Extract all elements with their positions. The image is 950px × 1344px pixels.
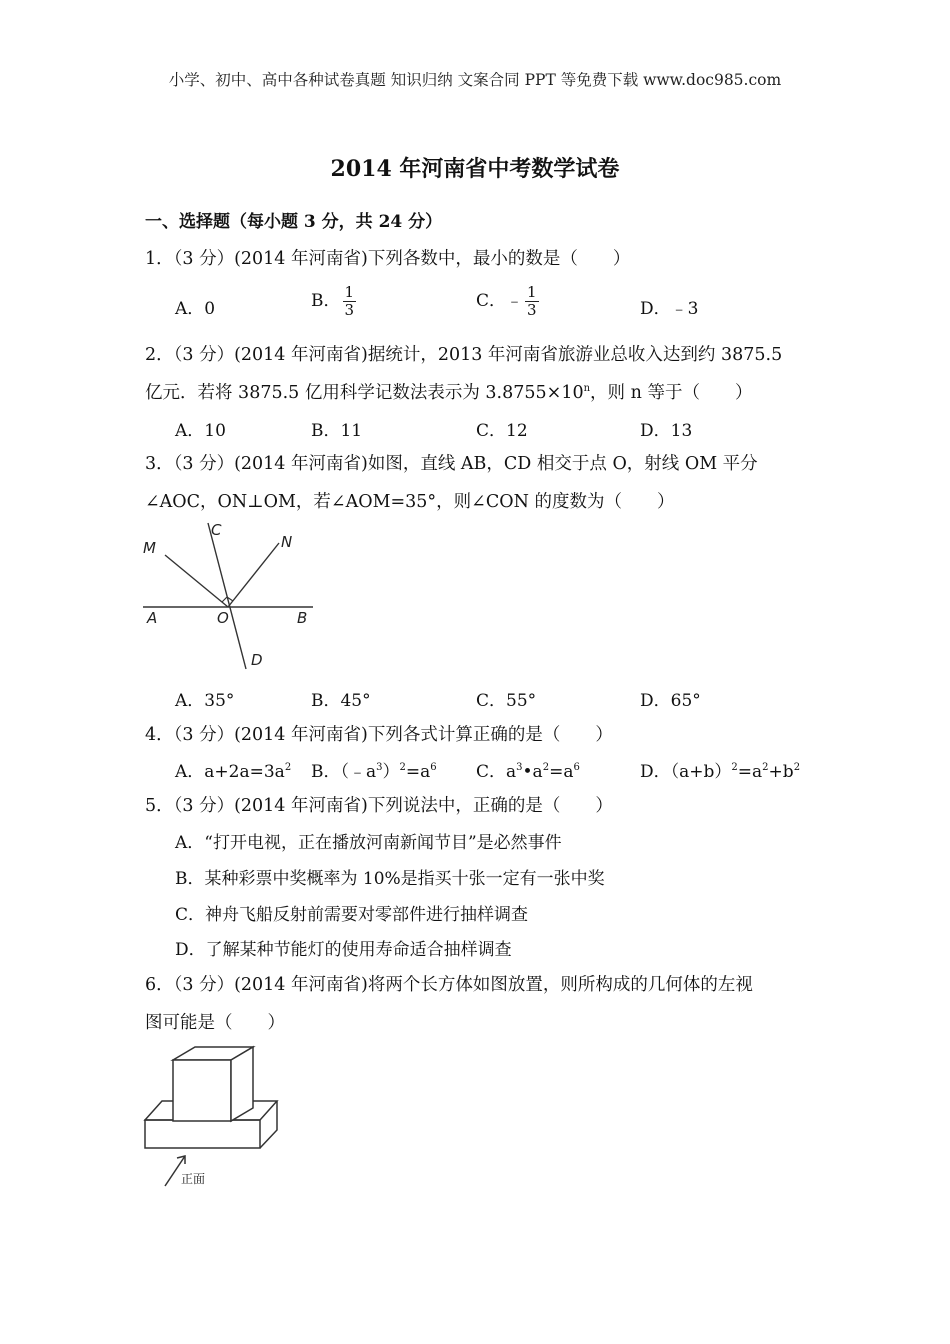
q6-figure [135,1040,295,1195]
q2-line2-a: 亿元．若将 3875.5 亿用科学记数法表示为 3.8755×10 [145,383,584,403]
q1-option-b-denominator: 3 [344,301,355,319]
q1-option-c-fraction [525,284,539,319]
q4-option-d-sup3: 2 [793,762,801,773]
q1-option-b [311,284,356,319]
q2-option-c: C．12 [476,421,528,441]
q5-option-a: A．“打开电视，正在播放河南新闻节目”是必然事件 [175,833,562,853]
q4-option-a-sup: 2 [284,762,292,773]
q3-option-c: C．55° [476,691,537,711]
q1-option-c-prefix: C．﹣ [476,291,524,311]
q4-option-d-text1: D．（a+b） [640,762,732,782]
q4-option-b-sup3: 6 [430,762,437,773]
q1-option-b-fraction [343,284,357,319]
q4-option-d [640,757,800,782]
q4-stem: 4．（3 分）(2014 年河南省)下列各式计算正确的是（ ） [145,725,613,745]
q3-option-b: B．45° [311,691,371,711]
q2-option-b: B．11 [311,421,363,441]
section-heading: 一、选择题（每小题 3 分，共 24 分） [145,212,443,232]
q4-option-b-text2: ） [382,762,400,782]
q4-option-c-sup3: 6 [573,762,580,773]
q5-option-b: B．某种彩票中奖概率为 10%是指买十张一定有一张中奖 [175,869,605,889]
q6-line1: 6．（3 分）(2014 年河南省)将两个长方体如图放置，则所构成的几何体的左视 [145,975,753,995]
q4-option-c-text2: •a [522,762,543,782]
q4-option-c-text1: C．a [476,762,517,782]
top-cube [173,1047,253,1121]
q4-option-d-sup2: 2 [762,762,769,773]
q1-stem: 1．（3 分）(2014 年河南省)下列各数中，最小的数是（ ） [145,249,631,269]
q4-option-b [311,757,437,782]
q2-line2 [145,379,752,404]
page-title: 2014 年河南省中考数学试卷 [330,156,620,182]
q4-option-d-text2: =a [737,762,763,782]
q1-option-c-numerator: 1 [527,283,537,301]
q2-line2-sup: n [583,383,591,394]
q2-line2-b: ，则 n 等于（ ） [590,383,753,403]
label-b: B [297,609,308,627]
q4-option-d-sup1: 2 [731,762,738,773]
q4-option-c-sup1: 3 [516,762,523,773]
label-o: O [217,609,229,627]
q2-option-a: A．10 [175,421,226,441]
q2-option-d: D．13 [640,421,693,441]
q4-option-c-text3: =a [549,762,574,782]
q1-option-b-prefix: B． [311,291,341,311]
q2-line1: 2．（3 分）(2014 年河南省)据统计，2013 年河南省旅游业总收入达到约 3875.5 [145,345,783,365]
q4-option-a-text: A．a+2a=3a [175,762,285,782]
label-c: C [211,521,222,539]
q4-option-b-sup1: 3 [376,762,383,773]
page-header: 小学、初中、高中各种试卷真题 知识归纳 文案合同 PPT 等免费下载 www.doc985.com [168,71,782,89]
front-label: 正面 [181,1172,206,1186]
label-a: A [147,609,158,627]
q1-option-c-denominator: 3 [527,301,537,319]
q3-option-d: D．65° [640,691,701,711]
q3-line1: 3．（3 分）(2014 年河南省)如图，直线 AB，CD 相交于点 O，射线 OM 平分 [145,454,758,474]
q1-option-c [476,284,539,319]
q1-option-d: D．﹣3 [640,299,699,319]
q4-option-b-text1: B．（﹣a [311,762,377,782]
q4-option-c-sup2: 2 [542,762,550,773]
q5-option-d: D．了解某种节能灯的使用寿命适合抽样调查 [175,940,512,960]
q4-option-c [476,757,580,782]
q3-figure [135,515,325,675]
label-m: M [143,539,156,557]
q5-option-c: C．神舟飞船反射前需要对零部件进行抽样调查 [175,905,529,925]
q4-option-a [175,757,291,782]
q4-option-b-text3: =a [405,762,431,782]
q3-option-a: A．35° [175,691,235,711]
q6-line2: 图可能是（ ） [145,1013,285,1033]
label-n: N [281,533,293,551]
q4-option-d-text3: +b [768,762,794,782]
label-d: D [251,651,263,669]
q3-line2: ∠AOC，ON⊥OM，若∠AOM=35°，则∠CON 的度数为（ ） [145,492,675,512]
q4-option-b-sup2: 2 [399,762,406,773]
ray-on [228,543,279,607]
q5-stem: 5．（3 分）(2014 年河南省)下列说法中，正确的是（ ） [145,796,613,816]
q1-option-a: A．0 [175,299,216,319]
q1-option-b-numerator: 1 [344,283,355,301]
